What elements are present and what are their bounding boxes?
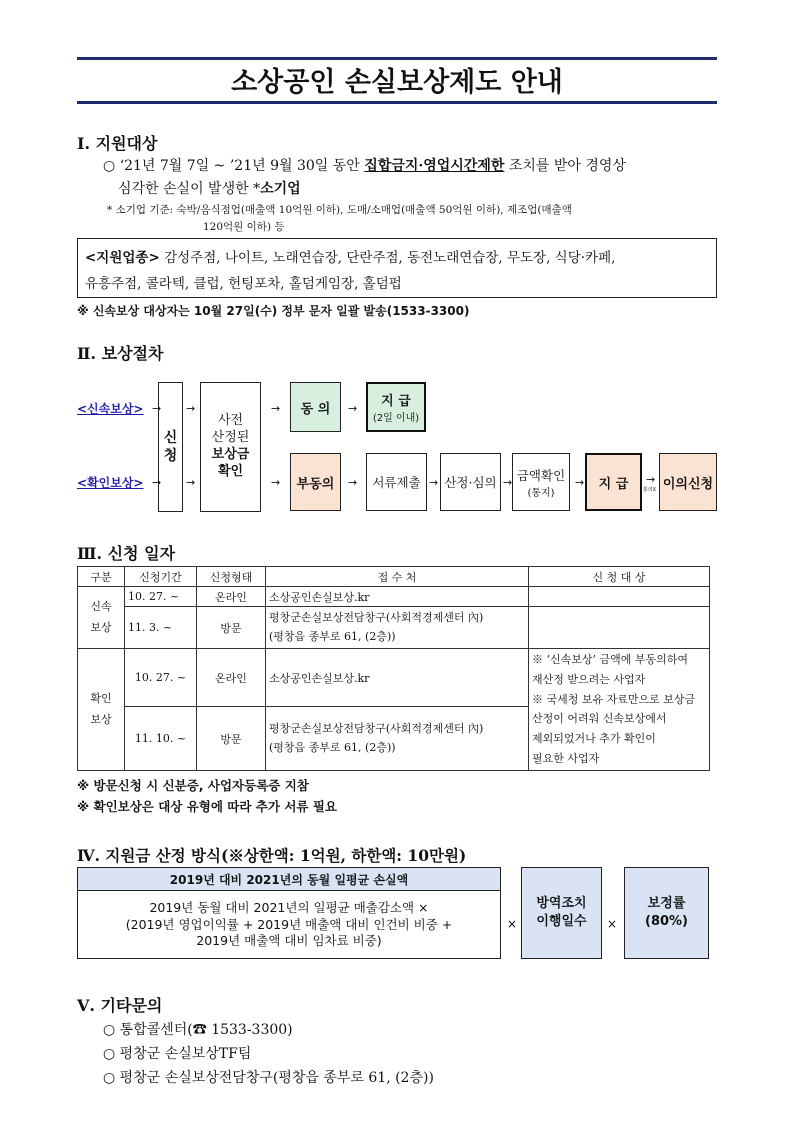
arrow-right-icon: → — [152, 402, 162, 415]
arrow-right-icon: → — [186, 476, 196, 489]
formula-body: 2019년 동월 대비 2021년의 일평균 매출감소액 × (2019년 영업이익률 + 2019년 매출액 대비 인건비 비중 + 2019년 매출액 대비 임차료 비중) — [125, 899, 453, 949]
target-bullet — [103, 155, 626, 175]
arrow-right-icon: → — [646, 473, 656, 486]
contact-item: ○ 평창군 손실보상전담창구(평창읍 종부로 61, (2층)) — [103, 1070, 434, 1086]
objection-tiny-label: 통의X — [643, 487, 657, 493]
schedule-table — [77, 566, 710, 771]
review-box: 산정·심의 — [440, 453, 501, 511]
disagree-box: 부동의 — [290, 453, 341, 511]
industries-line1 — [85, 246, 615, 266]
arrow-right-icon: → — [575, 476, 585, 489]
col-header: 신청형태 — [197, 567, 266, 587]
page-title: 소상공인 손실보상제도 안내 — [231, 66, 563, 98]
docs-note: ※ 확인보상은 대상 유형에 따라 추가 서류 필요 — [77, 799, 337, 814]
industries-text: 감성주점, 나이트, 노래연습장, 단란주점, 동전노래연습장, 무도장, 식당·카페, — [159, 250, 616, 266]
section-5-heading: Ⅴ. 기타문의 — [77, 996, 163, 1015]
bullet-text: 심각한 손실이 발생한 * — [118, 181, 261, 197]
formula-box — [77, 867, 501, 959]
period-cell: 11. 10. ~ — [125, 707, 197, 771]
small-business-emphasis: 소기업 — [260, 181, 301, 197]
amount-box — [512, 453, 570, 511]
col-header: 신청기간 — [125, 567, 197, 587]
type-cell: 방문 — [197, 707, 266, 771]
fast-notice: ※ 신속보상 대상자는 10월 27일(수) 정부 문자 일괄 발송(1533-3300) — [77, 304, 470, 318]
confirm-comp-label: <확인보상> — [77, 476, 144, 490]
confirm-group-cell: 확인 보상 — [78, 649, 125, 771]
place-cell: 소상공인손실보상.kr — [266, 649, 529, 707]
type-cell: 온라인 — [197, 649, 266, 707]
place-cell: 평창군손실보상전담창구(사회적경제센터 內) (평창읍 종부로 61, (2층)) — [266, 607, 529, 649]
industries-line2: 유흥주점, 콜라텍, 클럽, 헌팅포차, 홀덤게임장, 홀덤펍 — [85, 276, 402, 292]
contact-item: ○ 평창군 손실보상TF팀 — [103, 1046, 252, 1062]
type-cell: 온라인 — [197, 587, 266, 607]
pre-calc-emphasis: 보상금 확인 — [211, 447, 250, 479]
formula-head: 2019년 대비 2021년의 동월 일평균 손실액 — [78, 868, 500, 891]
col-header: 접 수 처 — [266, 567, 529, 587]
section-2-heading: Ⅱ. 보상절차 — [77, 344, 164, 363]
visit-note: ※ 방문신청 시 신분증, 사업자등록증 지참 — [77, 778, 309, 793]
arrow-right-icon: → — [348, 476, 358, 489]
fast-pay-box — [366, 382, 426, 432]
rate-box: 보정률 (80%) — [624, 867, 709, 959]
bullet-text: ○ ‘21년 7월 7일 ~ ’21년 9월 30일 동안 — [103, 158, 365, 174]
section-3-heading: Ⅲ. 신청 일자 — [77, 544, 176, 563]
section-4-heading: Ⅳ. 지원금 산정 방식(※상한액: 1억원, 하한액: 10만원) — [77, 846, 467, 865]
amount-text: 금액확인 — [516, 467, 566, 483]
fast-pay-sub: (2일 이내) — [372, 413, 420, 424]
table-header-row — [78, 567, 710, 587]
col-header: 구분 — [78, 567, 125, 587]
industries-box — [77, 238, 717, 298]
period-cell: 11. 3. ~ — [125, 607, 197, 649]
arrow-right-icon: → — [271, 476, 281, 489]
table-row — [78, 607, 710, 649]
apply-box: 신 청 — [158, 382, 183, 512]
target-cell — [529, 607, 710, 649]
col-header: 신 청 대 상 — [529, 567, 710, 587]
pre-calc-box — [200, 382, 261, 512]
place-cell: 평창군손실보상전담창구(사회적경제센터 內) (평창읍 종부로 61, (2층)) — [266, 707, 529, 771]
period-cell: 10. 27. ~ — [125, 587, 197, 607]
table-row — [78, 649, 710, 707]
docs-box: 서류제출 — [366, 453, 427, 511]
times-sign: × — [607, 917, 618, 931]
fast-group-cell: 신속 보상 — [78, 587, 125, 649]
confirm-pay-box: 지 급 — [585, 453, 642, 511]
amount-sub: (통지) — [527, 487, 555, 499]
target-cell — [529, 587, 710, 607]
arrow-right-icon: → — [186, 402, 196, 415]
arrow-right-icon: → — [503, 476, 513, 489]
contact-item: ○ 통합콜센터(☎ 1533-3300) — [103, 1022, 293, 1038]
industries-label: <지원업종> — [85, 250, 160, 266]
type-cell: 방문 — [197, 607, 266, 649]
arrow-right-icon: → — [429, 476, 439, 489]
objection-box: 이의신청 — [659, 453, 717, 511]
target-bullet-line2 — [118, 178, 301, 198]
table-row — [78, 587, 710, 607]
title-bottom-rule — [77, 101, 717, 104]
days-box: 방역조치 이행일수 — [521, 867, 602, 959]
arrow-right-icon: → — [152, 476, 162, 489]
criteria-note-line2: 120억원 이하) 등 — [203, 221, 285, 233]
bullet-text-end: 조치를 받아 경영상 — [504, 158, 626, 174]
target-description-cell: ※ ‘신속보상’ 금액에 부동의하여 재산정 받으려는 사업자 ※ 국세청 보유 자료만으로 보상금 산정이 어려워 신속보상에서 제외되었거나 추가 확인이 필요한 사업자 — [529, 649, 710, 771]
place-cell: 소상공인손실보상.kr — [266, 587, 529, 607]
pre-calc-text: 사전 산정된 — [211, 413, 250, 446]
agree-box: 동 의 — [290, 382, 341, 432]
section-1-heading: Ⅰ. 지원대상 — [77, 134, 158, 153]
bullet-emphasis: 집합금지·영업시간제한 — [364, 158, 505, 174]
period-cell: 10. 27. ~ — [125, 649, 197, 707]
fast-pay-text: 지 급 — [381, 394, 411, 409]
times-sign: × — [507, 917, 518, 931]
criteria-note: * 소기업 기준: 숙박/음식점업(매출액 10억원 이하), 도매/소매업(매출액 50억원 이하), 제조업(매출액 — [107, 204, 572, 216]
arrow-right-icon: → — [271, 402, 281, 415]
fast-comp-label: <신속보상> — [77, 402, 144, 416]
arrow-right-icon: → — [348, 402, 358, 415]
